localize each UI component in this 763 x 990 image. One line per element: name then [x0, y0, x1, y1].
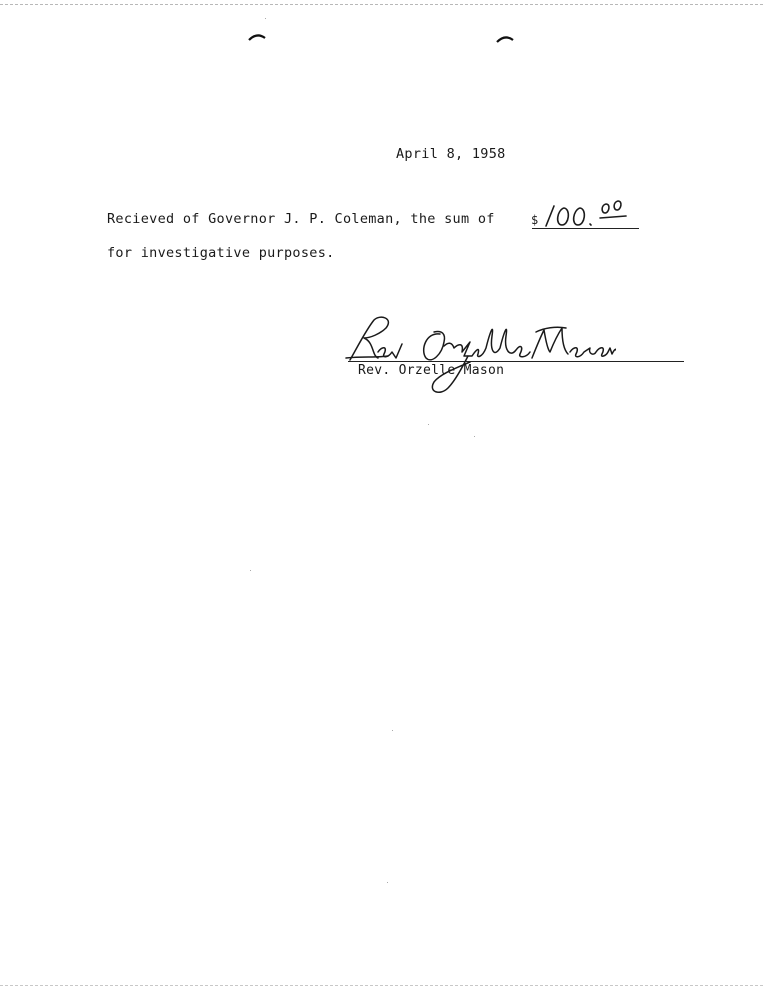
scan-bottom-edge — [0, 985, 763, 986]
receipt-date: April 8, 1958 — [396, 146, 506, 162]
signature-line — [348, 361, 684, 362]
handwritten-signature — [344, 312, 616, 402]
amount-underline — [532, 228, 639, 229]
receipt-line-2: for investigative purposes. — [107, 245, 335, 261]
scan-speck — [392, 730, 393, 731]
punch-hole-mark-left — [248, 32, 266, 42]
dollar-sign: $ — [531, 213, 539, 227]
scan-speck — [250, 570, 251, 571]
scan-speck — [265, 18, 266, 19]
scan-speck — [428, 424, 429, 425]
punch-hole-mark-right — [496, 34, 514, 44]
receipt-line-1: Recieved of Governor J. P. Coleman, the sum of — [107, 211, 495, 227]
scan-top-edge — [0, 4, 763, 5]
scan-speck — [474, 436, 475, 437]
signer-typed-name: Rev. Orzelle Mason — [358, 363, 505, 378]
scan-speck — [387, 882, 388, 883]
handwritten-amount — [536, 198, 641, 232]
